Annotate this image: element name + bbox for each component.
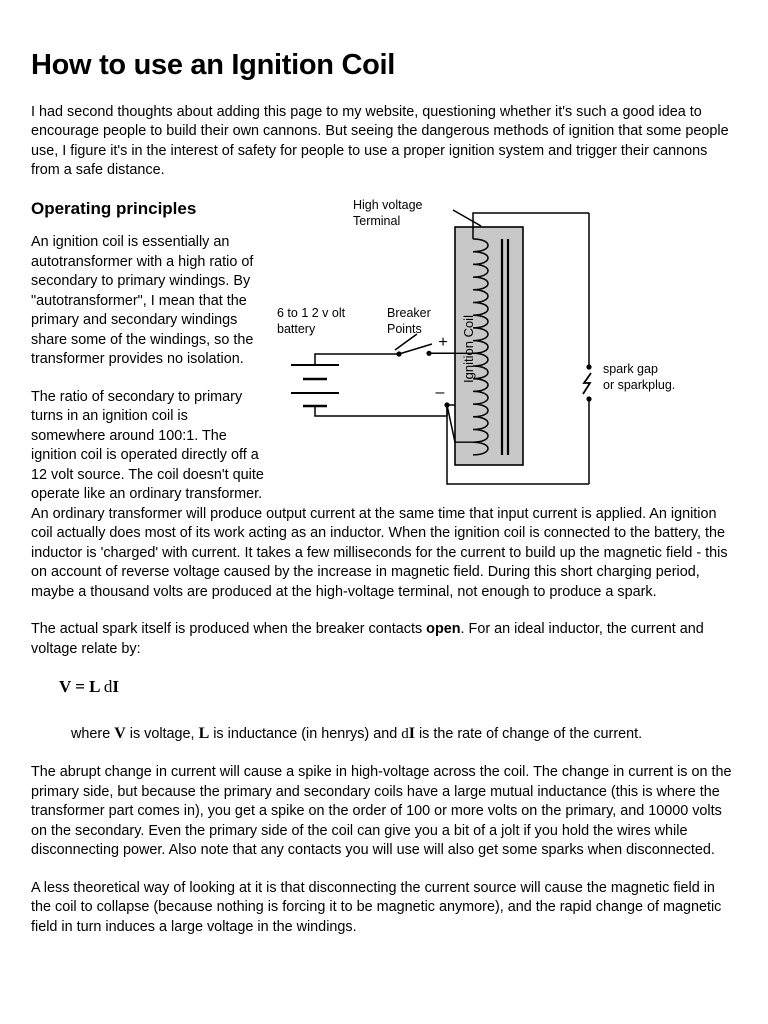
coil-plus-label: + xyxy=(438,333,448,351)
breaker-points-label-line1: Breaker xyxy=(387,305,431,320)
legend-v: V xyxy=(114,724,126,742)
document-content xyxy=(31,50,737,955)
coil-minus-label: – xyxy=(435,383,445,401)
battery-positive-wire xyxy=(315,354,399,365)
formula-l: L xyxy=(89,677,100,697)
legend-part1: where xyxy=(71,725,115,742)
spark-text-after: . For an ideal inductor, the current and voltage relate by: xyxy=(31,621,704,657)
inductor-formula xyxy=(31,677,737,697)
paragraph-spark-production xyxy=(31,620,737,659)
paragraph-spike-inductance: The abrupt change in current will cause a spike in high-voltage across the coil. The change in current is on the primary side, but because the primary and secondary coils have a large mutual inductance (this is where the transformer part comes in), you get a spike on the order of 100 or more volts on the primary, and 10000 volts on the secondary. Even the primary side of the coil can give you a bit of a jolt if you hold the wires while disconnecting power. Also note that any contacts you will use will also get some sparks when disconnected. xyxy=(31,764,732,859)
paragraph-autotransformer: An ignition coil is essentially an autotransformer with a high ratio of secondary to primary windings. By "autotransformer", I mean that the primary and secondary windings share some of the windings, so the transformer provides no isolation. xyxy=(31,234,254,368)
formula-d: d xyxy=(103,677,113,697)
battery-negative-wire xyxy=(315,406,447,416)
high-voltage-terminal-label-line2: Terminal xyxy=(353,213,401,228)
coil-label: Ignition Coil xyxy=(461,314,476,383)
breaker-points-label-line2: Points xyxy=(387,321,422,336)
legend-part2: is voltage, xyxy=(125,725,199,742)
spark-gap-label-line2: or sparkplug. xyxy=(603,377,676,392)
spark-text-before: The actual spark itself is produced when the breaker contacts xyxy=(31,621,427,638)
spark-gap-label-line1: spark gap xyxy=(603,361,658,376)
legend-i: I xyxy=(408,724,415,742)
intro-paragraph: I had second thoughts about adding this page to my website, questioning whether it's such a good idea to encourage people to build their own cannons. But seeing the dangerous methods of ignition that some people use, I figure it's in the interest of safety for people to use a proper ignition system and trigger their cannons from a safe distance. xyxy=(31,103,729,179)
battery-label-line2: battery xyxy=(277,321,316,336)
spark-text-emphasis: open xyxy=(426,621,461,638)
formula-v: V xyxy=(59,677,71,697)
ignition-coil-circuit-diagram xyxy=(277,199,737,491)
breaker-right-contact-node xyxy=(426,351,431,356)
legend-d: d xyxy=(401,725,409,742)
section-heading-operating-principles: Operating principles xyxy=(31,198,197,218)
paragraph-collapsing-field: A less theoretical way of looking at it is that disconnecting the current source will cause the magnetic field in the coil to collapse (because nothing is forcing it to be magnetic anymore), and the rapid change of magnetic field in turn induces a large voltage in the windings. xyxy=(31,879,722,935)
formula-legend xyxy=(31,724,737,745)
battery-label-line1: 6 to 1 2 v olt xyxy=(277,305,346,320)
page-title: How to use an Ignition Coil xyxy=(31,49,396,81)
spark-gap-top-node xyxy=(586,364,591,369)
legend-part3: is inductance (in henrys) and xyxy=(209,725,402,742)
spark-gap-zigzag xyxy=(583,373,591,394)
high-voltage-terminal-label-line1: High voltage xyxy=(353,198,423,212)
coil-minus-connect xyxy=(447,405,455,442)
breaker-points-leader-line xyxy=(395,334,417,350)
formula-i: I xyxy=(112,677,119,697)
formula-equals: = xyxy=(75,677,85,697)
paragraph-turns-ratio: The ratio of secondary to primary turns in an ignition coil is somewhere around 100:1. The ignition coil is operated directly off a 12 volt source. The coil doesn't quite operate like an ordinary transformer. An ordinary transformer will produce output current at the same time that input current is applied. An ignition coil actually does most of its work acting as an inductor. When the ignition coil is connected to the battery, the inductor is 'charged' with current. It takes a few milliseconds for the current to build up the magnetic field - this on account of reverse voltage caused by the increase in magnetic field. During this short charging period, maybe a thousand volts are produced at the high-voltage terminal, not enough to produce a spark. xyxy=(31,388,728,600)
legend-part4: is the rate of change of the current. xyxy=(414,725,643,742)
legend-l: L xyxy=(198,724,210,742)
